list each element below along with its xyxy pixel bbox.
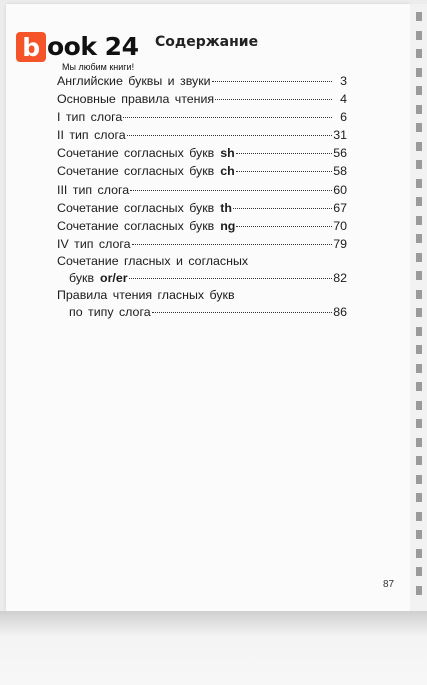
dot-leader [233,208,332,209]
logo-text: ook 24 [47,32,139,61]
logo-letter: b [16,32,46,62]
toc-entry [57,108,347,126]
toc-entry-page: 58 [333,164,347,179]
toc-entry-title: Английские буквы и звуки [57,74,211,88]
toc-entry-page: 67 [333,200,347,215]
binding-hole [416,234,422,243]
binding-hole [416,364,422,373]
dot-leader [236,153,332,154]
toc-entry [57,287,347,303]
toc-entry-title: Сочетание согласных букв [57,146,215,161]
page-title: Содержание [155,34,259,50]
toc-entry-title: Сочетание согласных букв [57,200,215,215]
toc-entry [57,269,347,287]
dot-leader [212,81,332,82]
binding-hole [416,345,422,354]
toc-entry [57,217,347,235]
binding-hole [416,549,422,558]
binding-hole [416,197,422,206]
toc-entry-title: Сочетание гласных и согласных [57,253,249,268]
toc-entry [57,253,347,269]
toc-entry-title: IV тип слога [57,236,131,251]
dot-leader [215,99,332,100]
binding-hole [416,327,422,336]
toc-entry-keyword: ch [220,164,235,179]
toc-entry-page: 60 [333,182,347,197]
dot-leader [123,117,332,118]
table-of-contents [57,72,347,321]
spiral-binding [410,4,427,611]
binding-hole [416,179,422,188]
binding-hole [416,271,422,280]
binding-hole [416,308,422,317]
toc-entry-title: Сочетание согласных букв [57,164,215,179]
book24-logo [16,32,138,62]
binding-hole [416,586,422,595]
binding-hole [416,216,422,225]
toc-entry-title: букв [69,270,95,285]
binding-hole [416,253,422,262]
toc-entry-page: 82 [333,270,347,285]
toc-entry-keyword: or/er [100,270,128,285]
binding-hole [416,49,422,58]
toc-entry [57,72,347,90]
binding-hole [416,419,422,428]
binding-hole [416,382,422,391]
toc-entry-title: Сочетание согласных букв [57,218,215,233]
toc-entry-page: 86 [333,305,347,320]
binding-hole [416,567,422,576]
binding-hole [416,530,422,539]
toc-entry-keyword: th [220,200,232,215]
binding-hole [416,475,422,484]
binding-hole [416,438,422,447]
binding-hole [416,401,422,410]
toc-entry [57,199,347,217]
toc-entry-keyword: ng [220,218,236,233]
page-number: 87 [383,579,395,590]
toc-entry-page: 70 [333,218,347,233]
dot-leader [129,278,332,279]
page-bottom-shadow [0,611,427,685]
binding-hole [416,12,422,21]
toc-entry-title: Основные правила чтения [57,92,215,107]
toc-entry-keyword: sh [220,146,235,161]
dot-leader [236,226,332,227]
binding-hole [416,160,422,169]
binding-hole [416,123,422,132]
dot-leader [152,312,332,313]
toc-entry-page: 4 [340,92,347,107]
dot-leader [132,244,333,245]
toc-entry-title: II тип слога [57,128,126,143]
dot-leader [130,190,332,191]
toc-entry [57,90,347,108]
toc-entry-page: 79 [333,236,347,251]
toc-entry-page: 3 [340,74,347,88]
binding-hole [416,142,422,151]
toc-entry [57,144,347,162]
logo-tagline: Мы любим книги! [62,62,135,72]
toc-entry-title: III тип слога [57,182,130,197]
binding-hole [416,68,422,77]
toc-entry [57,303,347,321]
toc-entry-page: 56 [333,146,347,161]
toc-entry [57,162,347,180]
binding-hole [416,456,422,465]
toc-entry-page: 6 [340,110,347,125]
dot-leader [127,135,332,136]
dot-leader [236,171,332,172]
toc-entry [57,181,347,199]
toc-entry-title: Правила чтения гласных букв [57,288,235,303]
toc-entry [57,235,347,253]
binding-hole [416,512,422,521]
toc-entry-title: I тип слога [57,110,123,125]
binding-hole [416,493,422,502]
toc-entry [57,126,347,144]
binding-hole [416,31,422,40]
binding-hole [416,86,422,95]
binding-hole [416,290,422,299]
toc-entry-page: 31 [333,128,347,143]
binding-hole [416,105,422,114]
toc-entry-title: по типу слога [69,305,151,320]
